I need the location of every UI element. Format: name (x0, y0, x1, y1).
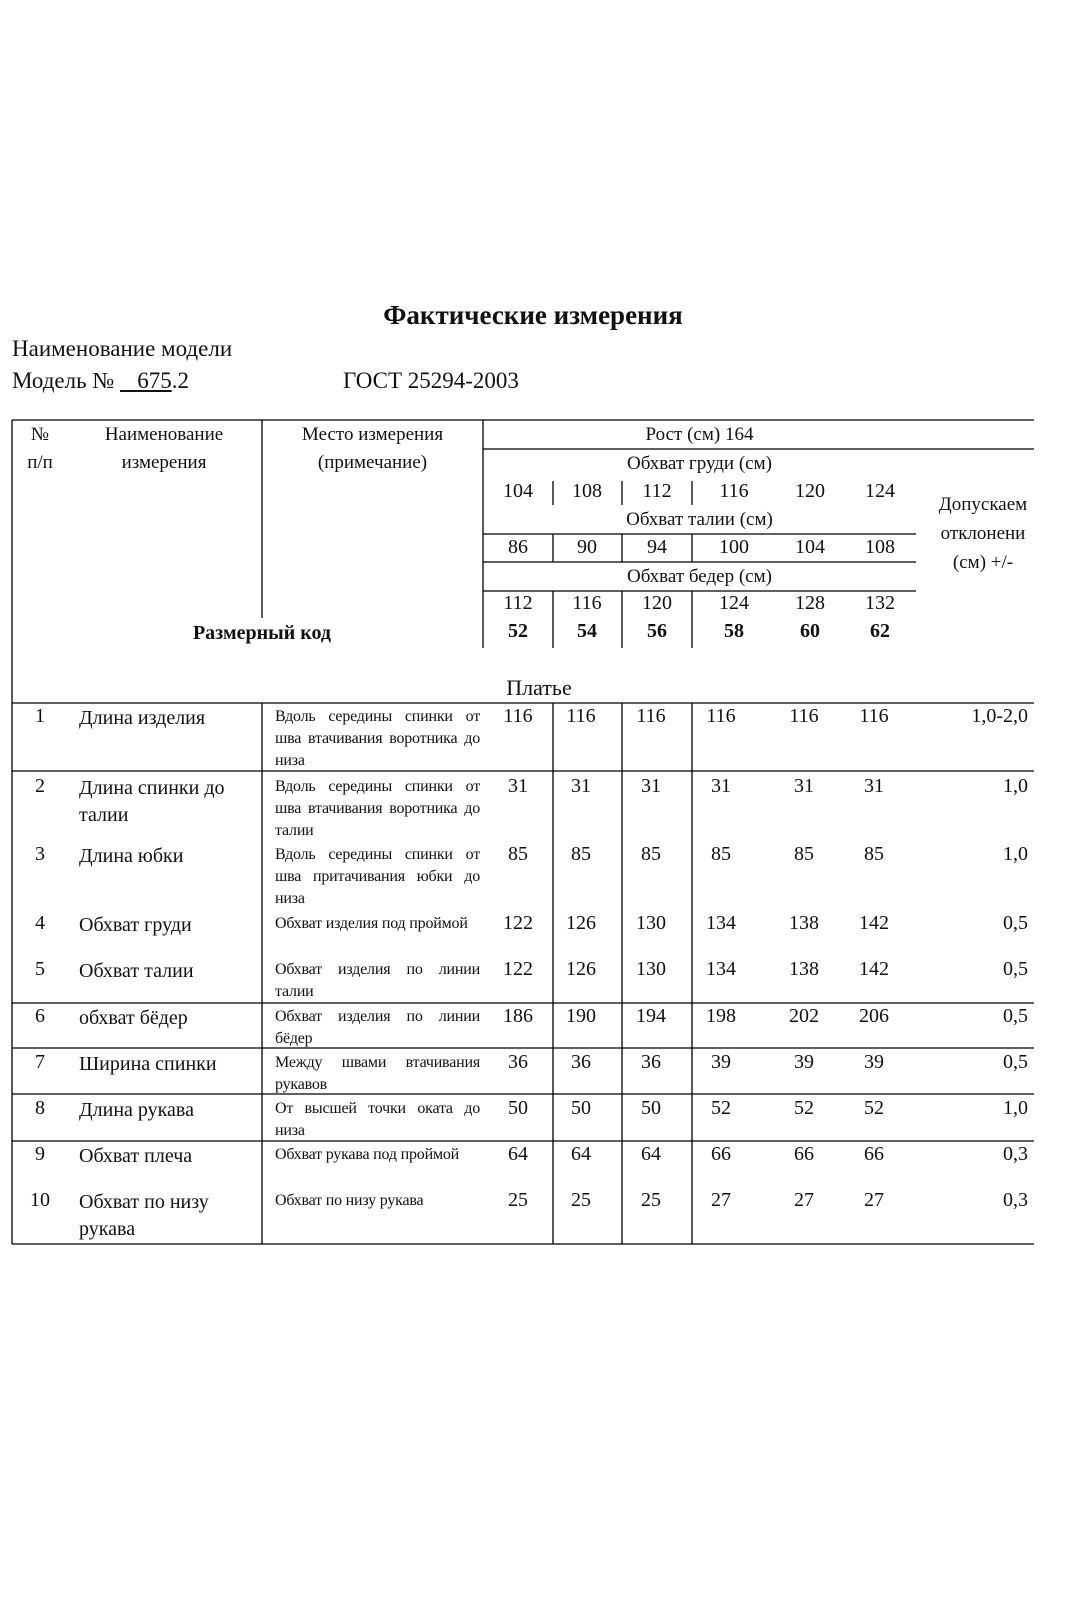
header-height: Рост (см) 164 (645, 424, 754, 445)
row-number: 8 (35, 1097, 45, 1119)
row-value: 31 (571, 775, 591, 797)
row-number: 4 (35, 912, 45, 934)
model-number: 675 (137, 368, 172, 393)
row-value: 126 (566, 912, 596, 934)
row-value: 66 (711, 1143, 731, 1165)
waist-value: 100 (719, 536, 749, 558)
row-value: 27 (711, 1189, 731, 1211)
row-value: 142 (859, 912, 889, 934)
row-number: 2 (35, 775, 45, 797)
row-name: Обхват талии (79, 960, 194, 982)
row-value: 116 (789, 705, 819, 727)
row-value: 126 (566, 958, 596, 980)
row-value: 50 (508, 1097, 528, 1119)
header-chest: Обхват груди (см) (627, 453, 772, 474)
row-name: Длина рукава (79, 1099, 194, 1121)
row-name: Длина юбки (79, 845, 184, 867)
row-note: Обхват рукава под проймой (275, 1146, 460, 1163)
row-value: 27 (794, 1189, 814, 1211)
chest-value: 116 (719, 480, 749, 502)
row-value: 190 (566, 1005, 596, 1027)
hips-value: 128 (795, 592, 825, 614)
row-value: 52 (794, 1097, 814, 1119)
row-name: Обхват плеча (79, 1145, 193, 1167)
row-value: 25 (641, 1189, 661, 1211)
size-code: 56 (647, 620, 667, 642)
hips-value: 116 (572, 592, 602, 614)
row-value: 39 (711, 1051, 731, 1073)
row-value: 39 (864, 1051, 884, 1073)
hips-value: 120 (642, 592, 672, 614)
row-note: От высшей точки оката до низа (275, 1100, 480, 1139)
row-note: Между швами втачивания рукавов (275, 1054, 480, 1093)
row-value: 122 (503, 958, 533, 980)
page-title: Фактические измерения (383, 300, 683, 330)
gost-standard: ГОСТ 25294-2003 (343, 368, 519, 393)
row-note: Обхват изделия под проймой (275, 915, 468, 932)
chest-value: 104 (503, 480, 533, 502)
header-place: Место измерения (примечание) (301, 424, 444, 473)
row-note: Обхват по низу рукава (275, 1192, 424, 1209)
chest-value: 108 (572, 480, 602, 502)
row-value: 31 (711, 775, 731, 797)
row-tolerance: 1,0 (1003, 1097, 1028, 1119)
size-code: 52 (508, 620, 528, 642)
row-value: 116 (859, 705, 889, 727)
row-tolerance: 0,5 (1003, 912, 1028, 934)
size-code-label: Размерный код (192, 622, 332, 644)
row-value: 31 (508, 775, 528, 797)
row-name: Длина спинки до талии (79, 777, 225, 826)
row-value: 134 (706, 912, 736, 934)
section-title: Платье (506, 675, 572, 700)
size-code: 58 (724, 620, 744, 642)
row-tolerance: 0,3 (1003, 1143, 1028, 1165)
chest-value: 124 (865, 480, 895, 502)
row-value: 36 (641, 1051, 661, 1073)
header-hips: Обхват бедер (см) (627, 566, 772, 587)
row-tolerance: 0,3 (1003, 1189, 1028, 1211)
row-value: 116 (706, 705, 736, 727)
waist-value: 94 (647, 536, 667, 558)
row-tolerance: 0,5 (1003, 1051, 1028, 1073)
row-value: 39 (794, 1051, 814, 1073)
model-suffix: .2 (171, 368, 190, 393)
row-value: 85 (641, 843, 661, 865)
header-tolerance: Допускаем отклонени (см) +/- (938, 494, 1028, 573)
model-name-label: Наименование модели (12, 336, 233, 361)
header-waist: Обхват талии (см) (626, 509, 773, 530)
row-value: 122 (503, 912, 533, 934)
row-value: 31 (864, 775, 884, 797)
row-note: Вдоль середины спинки от шва втачивания воротника до низа (275, 708, 480, 769)
row-value: 52 (864, 1097, 884, 1119)
row-note: Вдоль середины спинки от шва притачивания юбки до низа (275, 846, 480, 907)
row-value: 206 (859, 1005, 889, 1027)
row-number: 9 (35, 1143, 45, 1165)
row-value: 52 (711, 1097, 731, 1119)
row-value: 202 (789, 1005, 819, 1027)
row-value: 85 (508, 843, 528, 865)
row-value: 66 (794, 1143, 814, 1165)
waist-value: 104 (795, 536, 825, 558)
row-value: 64 (571, 1143, 591, 1165)
row-note: Обхват изделия по линии бёдер (275, 1008, 480, 1047)
row-value: 27 (864, 1189, 884, 1211)
hips-value: 132 (865, 592, 895, 614)
row-value: 36 (571, 1051, 591, 1073)
row-value: 138 (789, 912, 819, 934)
row-number: 3 (35, 843, 45, 865)
row-name: Обхват груди (79, 914, 192, 936)
row-value: 85 (571, 843, 591, 865)
chest-value: 112 (642, 480, 672, 502)
row-number: 7 (35, 1051, 45, 1073)
row-number: 5 (35, 958, 45, 980)
row-value: 130 (636, 958, 666, 980)
row-value: 25 (508, 1189, 528, 1211)
row-number: 6 (35, 1005, 45, 1027)
row-value: 142 (859, 958, 889, 980)
hips-value: 124 (719, 592, 749, 614)
row-value: 116 (566, 705, 596, 727)
row-value: 85 (864, 843, 884, 865)
row-value: 116 (503, 705, 533, 727)
row-value: 64 (641, 1143, 661, 1165)
waist-value: 108 (865, 536, 895, 558)
row-tolerance: 1,0-2,0 (971, 705, 1028, 727)
row-number: 1 (35, 705, 45, 727)
row-value: 194 (636, 1005, 666, 1027)
row-number: 10 (30, 1189, 50, 1211)
hips-value: 112 (503, 592, 533, 614)
row-note: Обхват изделия по линии талии (275, 961, 480, 1000)
row-name: Обхват по низу рукава (79, 1191, 209, 1240)
row-value: 36 (508, 1051, 528, 1073)
row-name: Длина изделия (79, 707, 206, 729)
row-value: 186 (503, 1005, 533, 1027)
row-value: 66 (864, 1143, 884, 1165)
row-value: 138 (789, 958, 819, 980)
waist-value: 86 (508, 536, 528, 558)
size-code: 54 (577, 620, 597, 642)
row-tolerance: 1,0 (1003, 843, 1028, 865)
row-name: Ширина спинки (79, 1053, 217, 1075)
chest-value: 120 (795, 480, 825, 502)
row-value: 85 (794, 843, 814, 865)
row-value: 198 (706, 1005, 736, 1027)
row-tolerance: 0,5 (1003, 1005, 1028, 1027)
size-code: 60 (800, 620, 820, 642)
row-value: 134 (706, 958, 736, 980)
row-note: Вдоль середины спинки от шва втачивания воротника до талии (275, 778, 480, 839)
row-value: 31 (641, 775, 661, 797)
row-value: 130 (636, 912, 666, 934)
header-no: № п/п (27, 424, 53, 473)
size-code: 62 (870, 620, 890, 642)
row-value: 50 (641, 1097, 661, 1119)
waist-value: 90 (577, 536, 597, 558)
row-value: 25 (571, 1189, 591, 1211)
row-tolerance: 0,5 (1003, 958, 1028, 980)
row-value: 116 (636, 705, 666, 727)
row-value: 85 (711, 843, 731, 865)
row-name: обхват бёдер (79, 1007, 188, 1029)
row-value: 31 (794, 775, 814, 797)
row-tolerance: 1,0 (1003, 775, 1028, 797)
row-value: 50 (571, 1097, 591, 1119)
model-label: Модель № (12, 368, 115, 393)
row-value: 64 (508, 1143, 528, 1165)
header-name: Наименование измерения (104, 424, 224, 473)
